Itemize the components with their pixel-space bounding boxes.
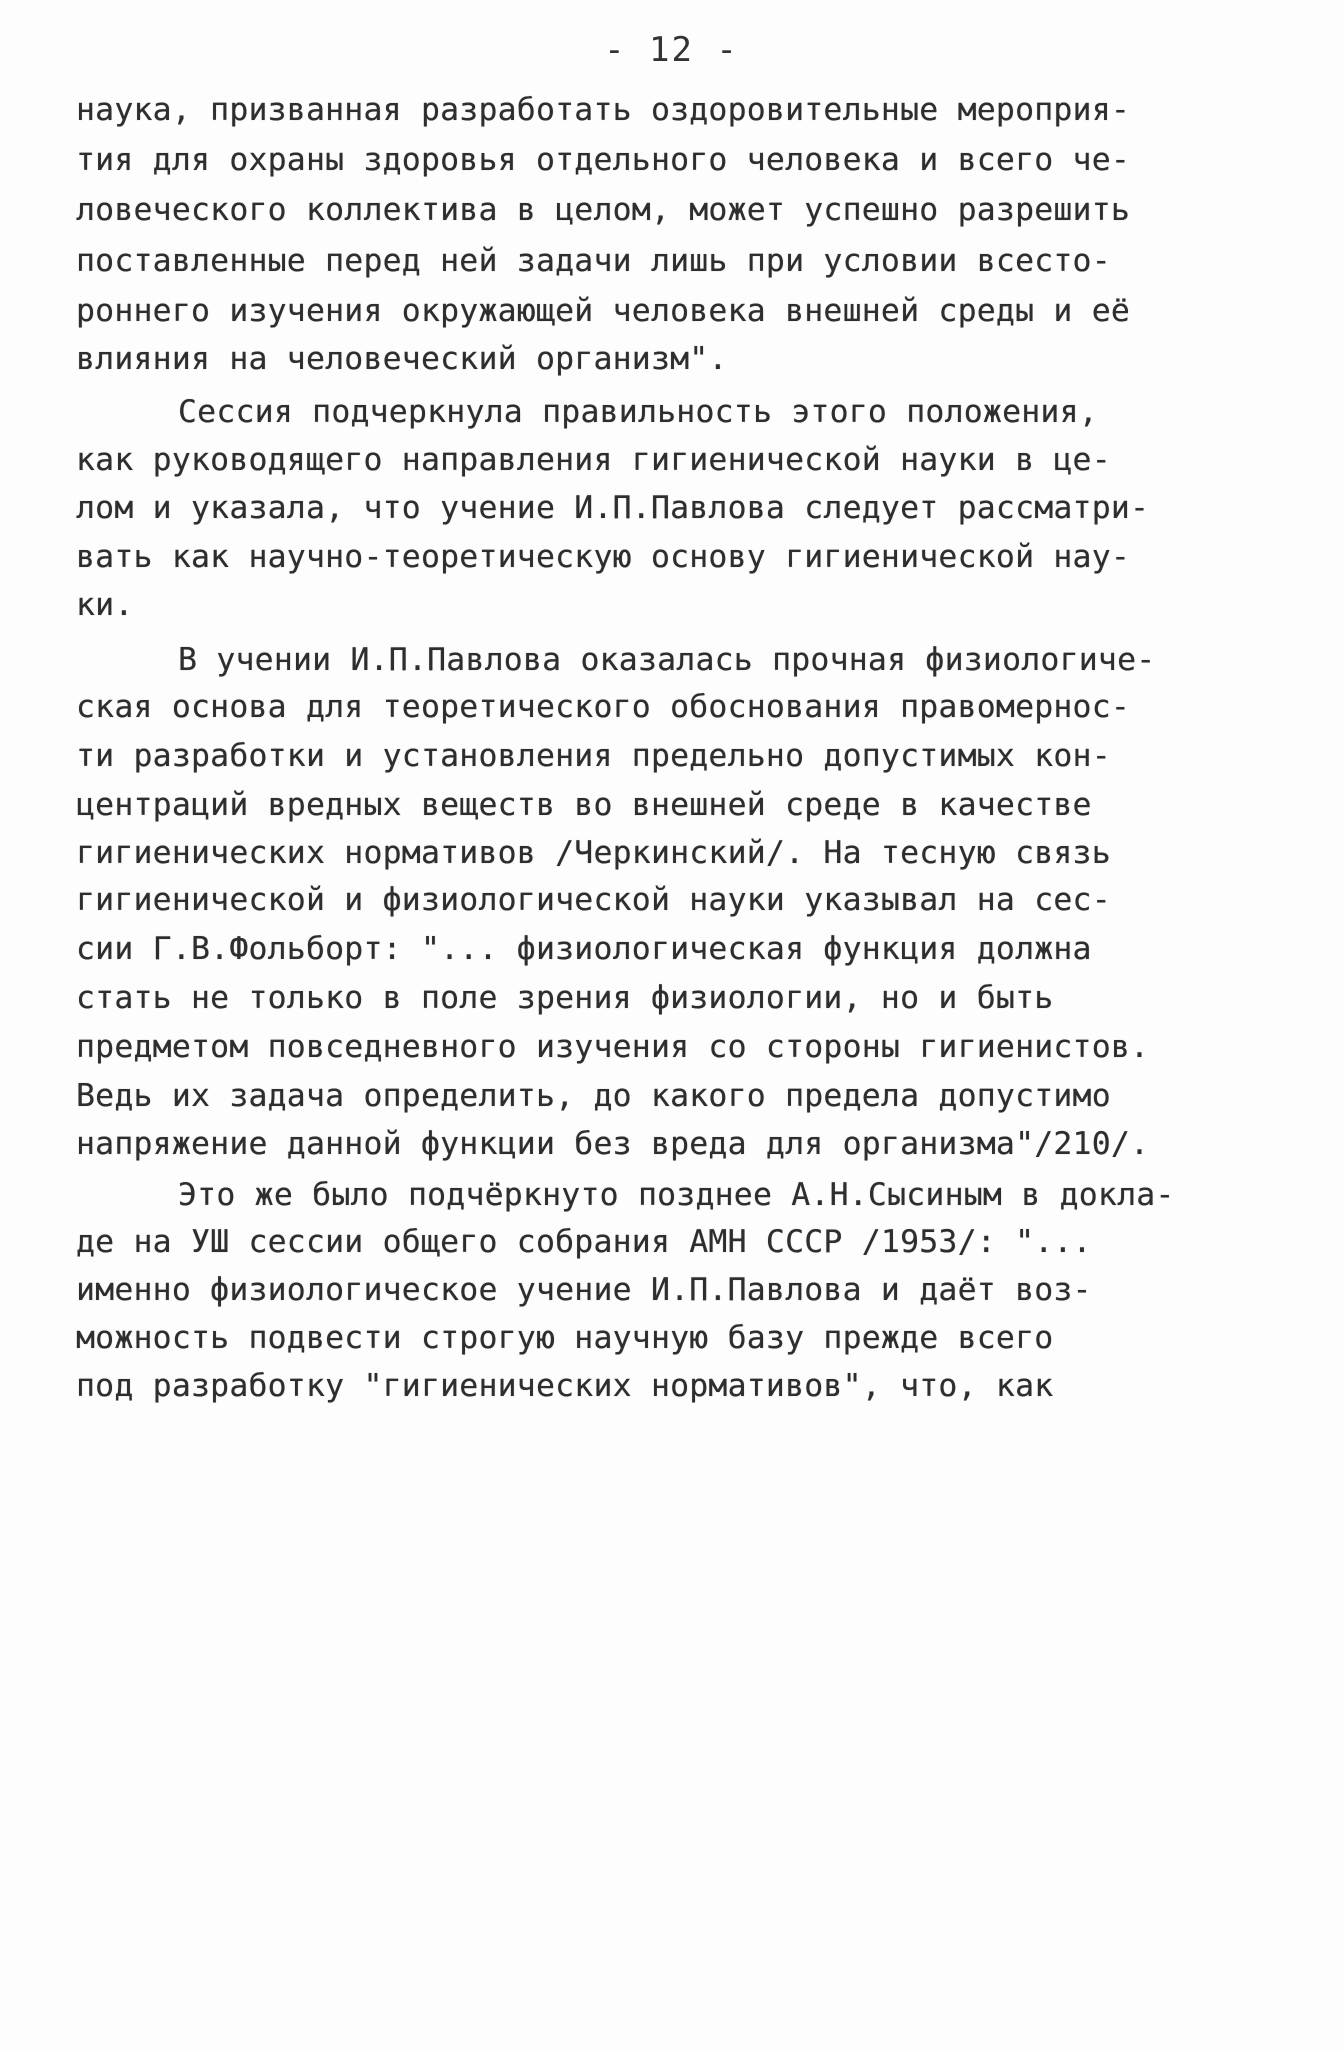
- text-line: ская основа для теоретического обоснования правомернос-: [76, 689, 1131, 725]
- text-line: наука, призванная разработать оздоровительные мероприя-: [76, 92, 1131, 128]
- page-number: - 12 -: [604, 30, 739, 70]
- text-line: можность подвести строгую научную базу прежде всего: [76, 1320, 1054, 1356]
- text-line: под разработку "гигиенических нормативов", что, как: [76, 1368, 1054, 1404]
- text-line: именно физиологическое учение И.П.Павлова и даёт воз-: [76, 1272, 1092, 1308]
- text-line: ки.: [76, 587, 134, 623]
- text-line: тия для охраны здоровья отдельного человека и всего че-: [76, 142, 1131, 178]
- text-line: В учении И.П.Павлова оказалась прочная физиологиче-: [178, 642, 1156, 678]
- text-line: вать как научно-теоретическую основу гигиенической нау-: [76, 539, 1131, 575]
- text-line: как руководящего направления гигиенической науки в це-: [76, 442, 1111, 478]
- text-line: роннего изучения окружающей человека внешней среды и её: [76, 293, 1131, 329]
- text-line: гигиенической и физиологической науки указывал на сес-: [76, 882, 1111, 918]
- text-line: поставленные перед ней задачи лишь при условии всесто-: [76, 243, 1111, 279]
- text-line: сии Г.В.Фольборт: "... физиологическая функция должна: [76, 931, 1092, 967]
- text-line: ти разработки и установления предельно допустимых кон-: [76, 738, 1111, 774]
- text-line: гигиенических нормативов /Черкинский/. На тесную связь: [76, 835, 1111, 871]
- text-line: влияния на человеческий организм".: [76, 341, 728, 377]
- text-line: Ведь их задача определить, до какого предела допустимо: [76, 1078, 1111, 1114]
- text-line: Сессия подчеркнула правильность этого положения,: [178, 394, 1098, 430]
- text-line: напряжение данной функции без вреда для организма"/210/.: [76, 1126, 1150, 1162]
- text-line: де на УШ сессии общего собрания АМН СССР /1953/: "...: [76, 1224, 1092, 1260]
- text-line: лом и указала, что учение И.П.Павлова следует рассматри-: [76, 490, 1150, 526]
- text-line: предметом повседневного изучения со стороны гигиенистов.: [76, 1029, 1150, 1065]
- text-line: стать не только в поле зрения физиологии, но и быть: [76, 980, 1054, 1016]
- text-line: ловеческого коллектива в целом, может успешно разрешить: [76, 192, 1131, 228]
- text-line: центраций вредных веществ во внешней среде в качестве: [76, 787, 1092, 823]
- text-line: Это же было подчёркнуто позднее А.Н.Сысиным в докла-: [178, 1177, 1175, 1213]
